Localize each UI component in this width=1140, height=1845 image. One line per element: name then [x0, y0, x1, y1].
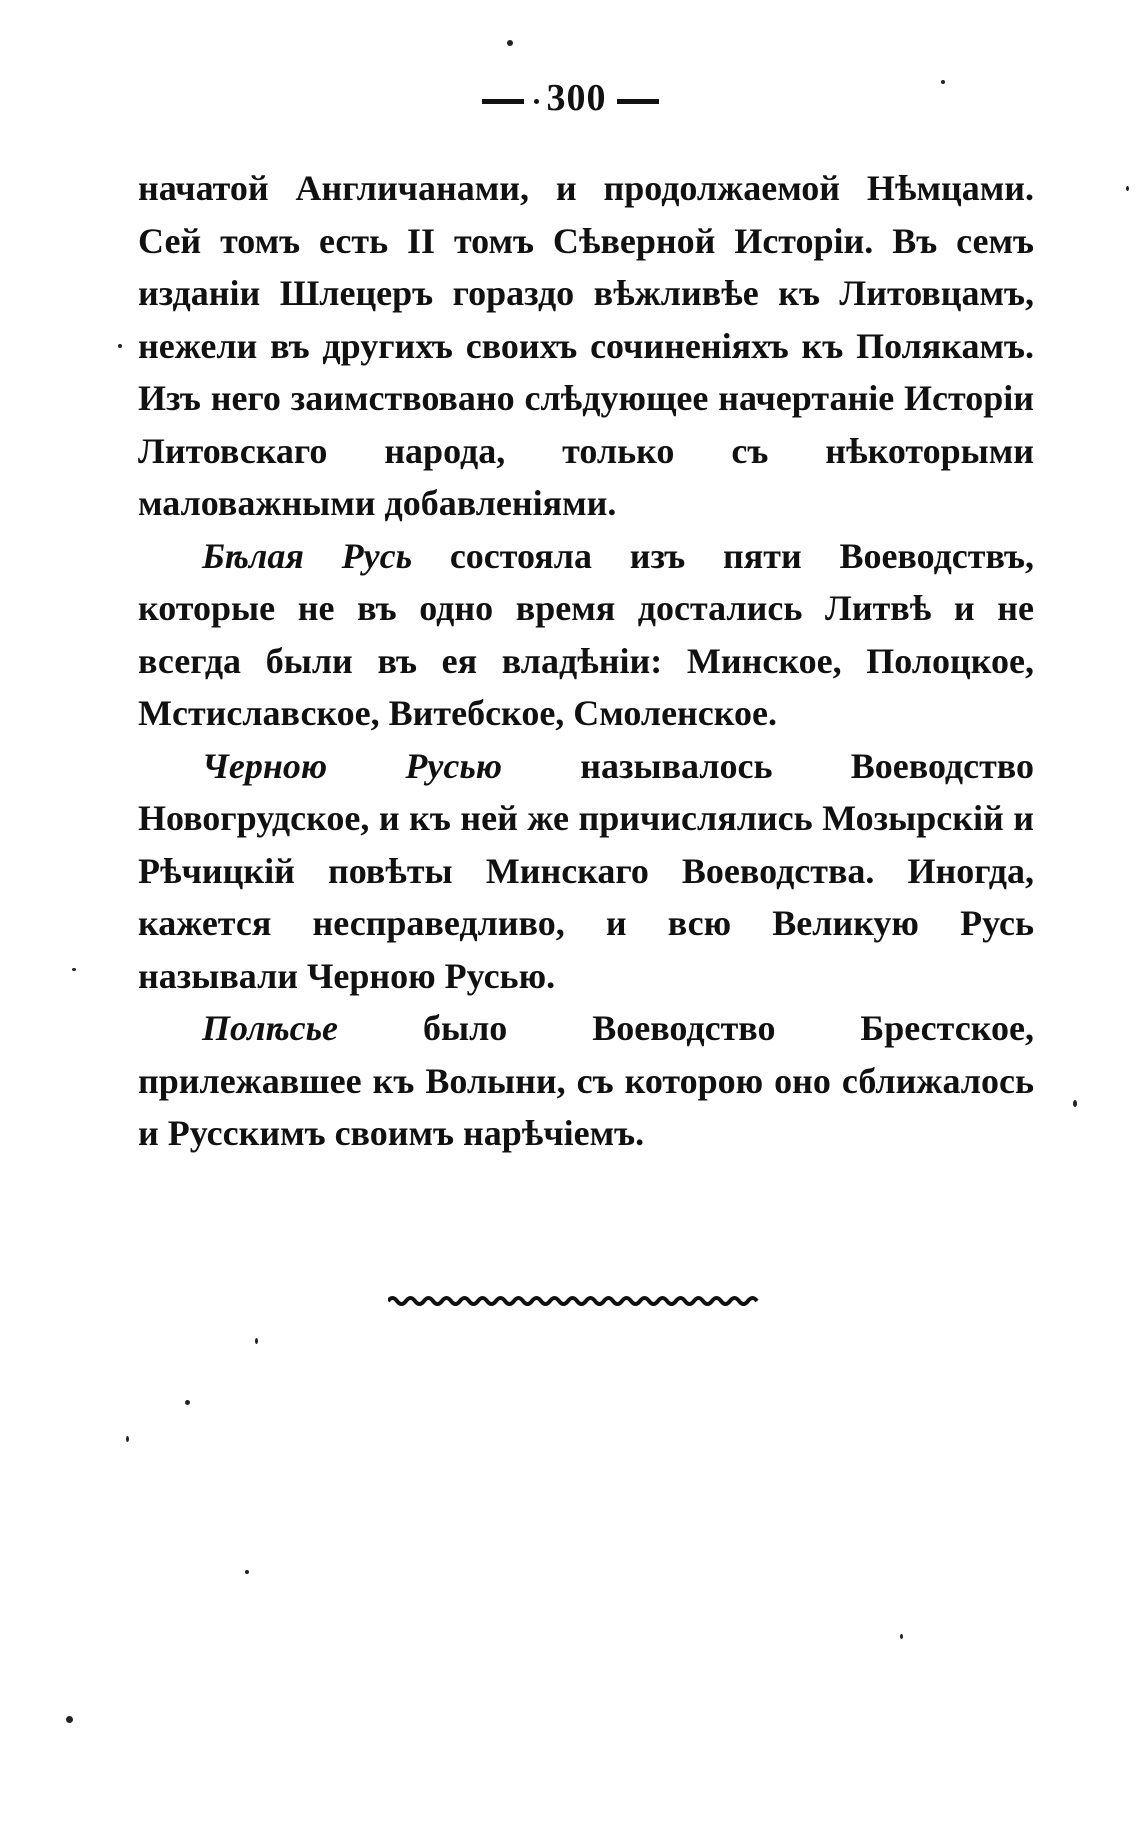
paper-speck [72, 968, 76, 971]
term-polesye: Полѣсье [202, 1008, 339, 1048]
paper-speck [66, 1716, 73, 1723]
paper-speck [255, 1338, 258, 1344]
page-header [0, 76, 1140, 120]
term-black-rus: Черною Русью [202, 745, 503, 786]
paper-speck [900, 1634, 903, 1639]
paragraph-2 [138, 530, 1034, 740]
paper-speck [507, 40, 513, 46]
paragraph-4-text: было Воеводство Брестское, прилежавшее къ Волыни, съ которою оно сближалось и Русскимъ своимъ нарѣчіемъ. [138, 1008, 1034, 1153]
paper-speck [185, 1400, 190, 1405]
body-text [138, 162, 1034, 1160]
paragraph-1 [138, 162, 1034, 530]
paragraph-4 [138, 1002, 1034, 1160]
paper-speck [1073, 1100, 1077, 1107]
paper-speck [245, 1570, 249, 1574]
page-number: 300 [546, 77, 607, 119]
paragraph-1-text: начатой Англичанами, и продолжаемой Нѣмцами. Сей томъ есть II томъ Сѣверной Исторіи. Въ семъ изданіи Шлецеръ гораздо вѣжливѣе къ Литовцамъ, нежели въ другихъ своихъ сочиненіяхъ къ Полякамъ. Изъ него заимствовано слѣдующее начертаніе Исторіи Литовскаго народа, только съ нѣкоторыми маловажными добавленіями. [138, 168, 1034, 523]
paper-speck [941, 80, 945, 84]
wavy-rule-ornament-icon [388, 1294, 760, 1308]
header-dot [534, 99, 539, 104]
paragraph-3 [138, 740, 1034, 1003]
paragraph-3-text: называлось Воеводство Новогрудское, и къ ней же причислялись Мозырскій и Рѣчицкій повѣты Минскаго Воеводства. Иногда, кажется несправедливо, и всю Великую Русь называли Черною Русью. [138, 745, 1034, 996]
term-white-rus: Бѣлая Русь [202, 535, 413, 576]
paper-speck [118, 344, 122, 348]
paper-speck [1126, 186, 1129, 191]
paragraph-2-text: состояла изъ пяти Воеводствъ, которые не въ одно время достались Литвѣ и не всегда были въ ея владѣніи: Минское, Полоцкое, Мстиславское, Витебское, Смоленское. [138, 535, 1034, 733]
header-dash-left [482, 99, 524, 104]
header-dash-right [617, 99, 659, 104]
paper-speck [126, 1436, 129, 1442]
